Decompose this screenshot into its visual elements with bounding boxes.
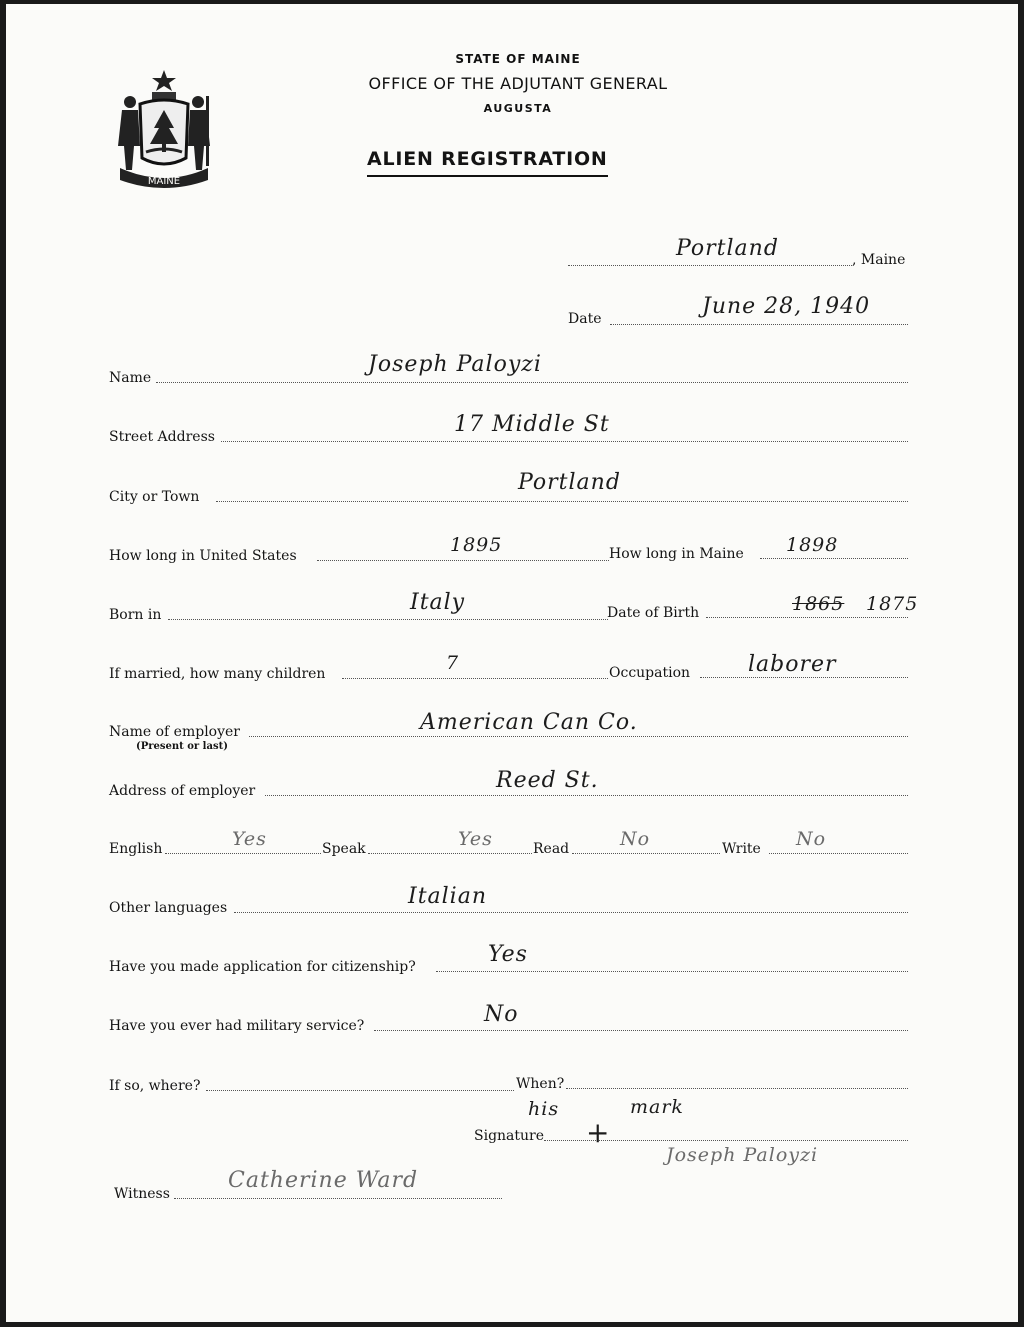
name-line	[156, 382, 908, 383]
city-heading: AUGUSTA	[483, 102, 553, 115]
military-label: Have you ever had military service?	[109, 1018, 365, 1034]
name-value: Joseph Paloyzi	[368, 352, 542, 377]
occupation-label: Occupation	[609, 665, 691, 681]
how-long-maine-label: How long in Maine	[609, 546, 744, 562]
how-long-maine-line	[760, 558, 908, 559]
where-line	[206, 1090, 514, 1091]
signature-name: Joseph Paloyzi	[666, 1144, 819, 1166]
page-title: ALIEN REGISTRATION	[367, 148, 608, 177]
employer-address-value: Reed St.	[496, 768, 599, 793]
citizenship-label: Have you made application for citizenship?	[109, 959, 416, 975]
read-label: Read	[533, 841, 570, 857]
witness-label: Witness	[114, 1186, 170, 1202]
speak-line	[368, 853, 532, 854]
write-label: Write	[722, 841, 761, 857]
english-label: English	[109, 841, 163, 857]
signature-mark: mark	[630, 1096, 684, 1118]
speak-value: Yes	[458, 828, 493, 850]
where-label: If so, where?	[109, 1078, 201, 1094]
born-in-label: Born in	[109, 607, 162, 623]
name-label: Name	[109, 370, 152, 386]
employer-label: Name of employer	[109, 724, 240, 740]
employer-value: American Can Co.	[420, 710, 638, 735]
other-languages-label: Other languages	[109, 900, 228, 916]
street-value: 17 Middle St	[454, 412, 610, 437]
write-line	[769, 853, 908, 854]
place-line	[568, 265, 852, 266]
citizenship-value: Yes	[488, 942, 528, 967]
other-languages-value: Italian	[408, 884, 488, 909]
children-label: If married, how many children	[109, 666, 326, 682]
witness-value: Catherine Ward	[228, 1168, 419, 1193]
signature-cross: +	[586, 1116, 611, 1149]
dob-value: 1875	[866, 593, 919, 615]
when-line	[566, 1088, 908, 1089]
date-label: Date	[568, 311, 602, 327]
english-line	[165, 853, 321, 854]
registration-form	[6, 4, 1018, 1322]
occupation-value: laborer	[748, 652, 837, 677]
how-long-maine-value: 1898	[786, 534, 839, 556]
maine-label: , Maine	[852, 252, 906, 268]
witness-line	[174, 1198, 502, 1199]
how-long-us-line	[317, 560, 609, 561]
dob-label: Date of Birth	[607, 605, 700, 621]
dob-line	[706, 617, 908, 618]
employer-note: (Present or last)	[136, 741, 228, 752]
military-line	[374, 1030, 908, 1031]
employer-address-line	[265, 795, 908, 796]
speak-label: Speak	[322, 841, 366, 857]
other-languages-line	[234, 912, 908, 913]
employer-address-label: Address of employer	[109, 783, 256, 799]
citizenship-line	[436, 971, 908, 972]
occupation-line	[700, 677, 908, 678]
seal-text: MAINE	[147, 176, 181, 187]
city-label: City or Town	[109, 489, 200, 505]
how-long-us-value: 1895	[450, 534, 503, 556]
children-line	[342, 678, 608, 679]
dob-struck-value: 1865	[792, 593, 845, 615]
state-heading: STATE OF MAINE	[455, 52, 581, 66]
office-heading: OFFICE OF THE ADJUTANT GENERAL	[368, 74, 668, 93]
street-label: Street Address	[109, 429, 215, 445]
city-value: Portland	[518, 470, 621, 495]
born-in-value: Italy	[410, 590, 466, 615]
read-value: No	[620, 828, 651, 850]
english-value: Yes	[232, 828, 267, 850]
employer-line	[249, 736, 908, 737]
children-value: 7	[446, 652, 460, 674]
signature-label: Signature	[474, 1128, 545, 1144]
place-value: Portland	[676, 236, 779, 261]
when-label: When?	[516, 1076, 565, 1092]
date-value: June 28, 1940	[702, 294, 871, 319]
how-long-us-label: How long in United States	[109, 548, 297, 564]
write-value: No	[796, 828, 827, 850]
read-line	[572, 853, 720, 854]
city-line	[216, 501, 908, 502]
signature-his: his	[528, 1098, 560, 1120]
date-line	[610, 324, 908, 325]
street-line	[221, 441, 908, 442]
born-in-line	[168, 619, 608, 620]
military-value: No	[484, 1002, 519, 1027]
